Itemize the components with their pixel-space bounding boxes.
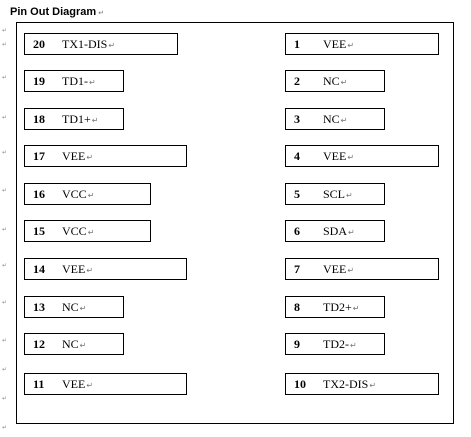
pin-signal: TX1-DIS ↵	[62, 34, 115, 56]
margin-mark-icon: ↵	[2, 299, 8, 306]
pin-number: 20	[33, 37, 45, 51]
pin-signal: NC ↵	[323, 109, 347, 131]
pin-19-box	[24, 70, 124, 92]
pin-signal: VEE ↵	[323, 259, 354, 281]
margin-mark-icon: ↵	[2, 226, 8, 233]
pin-signal: VEE ↵	[62, 374, 93, 396]
pin-number: 1	[294, 37, 300, 51]
pin-number: 4	[294, 149, 300, 163]
pin-12-box	[24, 333, 124, 355]
pin-15-box	[24, 220, 151, 242]
margin-mark-icon: ↵	[2, 74, 8, 81]
pin-number: 7	[294, 262, 300, 276]
pin-1-box	[285, 33, 439, 55]
diagram-heading	[10, 5, 104, 20]
pin-number: 2	[294, 74, 300, 88]
pin-number: 14	[33, 262, 45, 276]
pin-number: 5	[294, 187, 300, 201]
margin-mark-icon: ↵	[2, 366, 8, 373]
pin-17-box	[24, 145, 187, 167]
pin-number: 11	[33, 377, 45, 391]
pin-number: 15	[33, 224, 45, 238]
pin-signal: NC ↵	[62, 334, 86, 356]
margin-mark-icon: ↵	[2, 27, 8, 34]
pin-11-box	[24, 373, 187, 395]
pin-7-box	[285, 258, 439, 280]
pin-signal: VEE ↵	[62, 259, 93, 281]
pin-number: 16	[33, 187, 45, 201]
pin-number: 3	[294, 112, 300, 126]
margin-mark-icon: ↵	[2, 187, 8, 194]
margin-mark-icon: ↵	[2, 424, 8, 431]
pin-5-box	[285, 183, 385, 205]
pin-number: 8	[294, 300, 300, 314]
pin-signal: VCC ↵	[62, 221, 94, 243]
pin-14-box	[24, 258, 187, 280]
pin-signal: TD1- ↵	[62, 71, 96, 93]
pin-signal: VEE ↵	[323, 146, 354, 168]
margin-mark-icon: ↵	[2, 395, 8, 402]
pin-signal: NC ↵	[62, 297, 86, 319]
pin-number: 10	[294, 377, 306, 391]
pin-signal: VEE ↵	[323, 34, 354, 56]
pin-number: 19	[33, 74, 45, 88]
pin-number: 12	[33, 337, 45, 351]
paragraph-mark-icon: ↵	[98, 9, 105, 17]
pin-number: 13	[33, 300, 45, 314]
pin-18-box	[24, 108, 124, 130]
pin-4-box	[285, 145, 439, 167]
pin-number: 17	[33, 149, 45, 163]
pin-3-box	[285, 108, 385, 130]
pin-signal: VCC ↵	[62, 184, 94, 206]
pin-16-box	[24, 183, 151, 205]
pin-signal: TD1+ ↵	[62, 109, 98, 131]
pin-signal: TX2-DIS ↵	[323, 374, 376, 396]
pin-6-box	[285, 220, 385, 242]
margin-mark-icon: ↵	[2, 41, 8, 48]
pin-signal: VEE ↵	[62, 146, 93, 168]
pin-10-box	[285, 373, 439, 395]
pin-signal: SDA ↵	[323, 221, 355, 243]
pin-signal: NC ↵	[323, 71, 347, 93]
pin-2-box	[285, 70, 385, 92]
margin-mark-icon: ↵	[2, 149, 8, 156]
pin-signal: SCL ↵	[323, 184, 353, 206]
pin-number: 18	[33, 112, 45, 126]
pin-signal: TD2- ↵	[323, 334, 357, 356]
margin-mark-icon: ↵	[2, 337, 8, 344]
pin-number: 6	[294, 224, 300, 238]
pin-20-box	[24, 33, 178, 55]
pin-number: 9	[294, 337, 300, 351]
diagram-title: Pin Out Diagram	[10, 6, 97, 18]
pin-13-box	[24, 296, 124, 318]
pin-signal: TD2+ ↵	[323, 297, 359, 319]
margin-mark-icon: ↵	[2, 262, 8, 269]
margin-mark-icon: ↵	[2, 114, 8, 121]
pin-9-box	[285, 333, 385, 355]
pin-8-box	[285, 296, 385, 318]
